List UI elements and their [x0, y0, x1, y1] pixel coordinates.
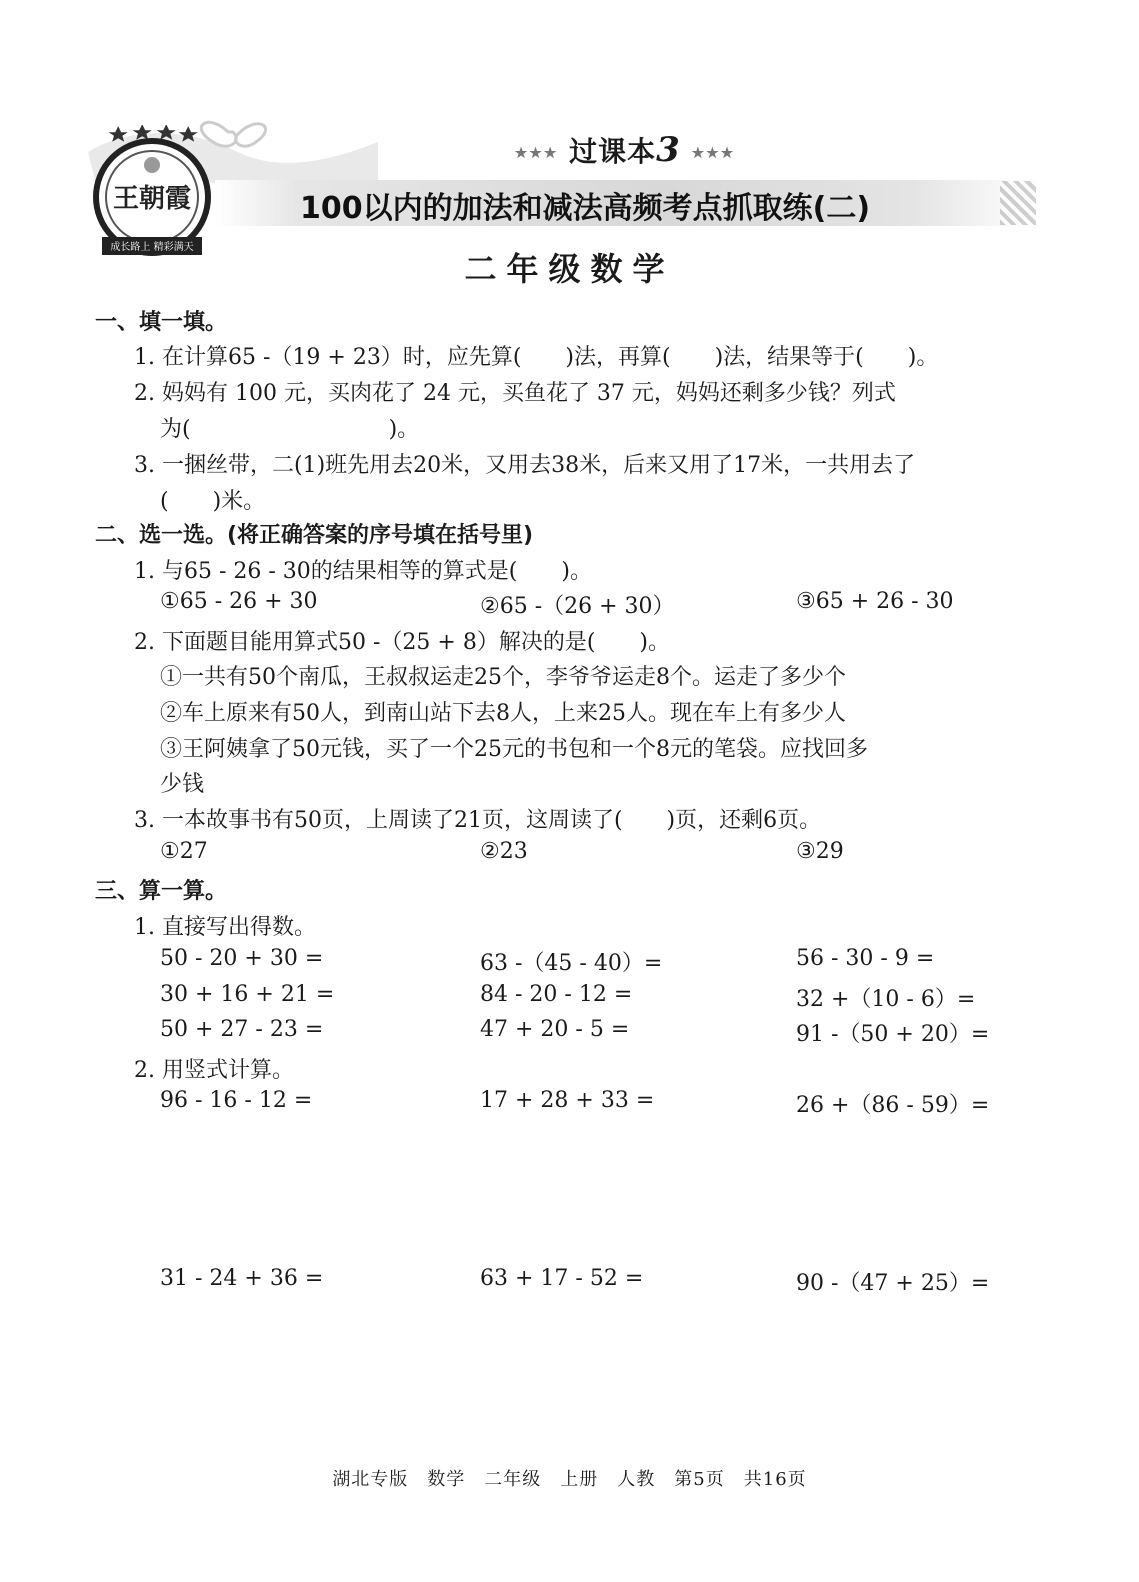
- page-footer: 湖北专版 数学 二年级 上册 人教 第5页 共16页: [332, 1469, 807, 1490]
- s3-q2-expr: 26 +（86 - 59）=: [796, 1093, 990, 1118]
- section1-heading: 一、填一填。: [95, 310, 228, 335]
- s3-q2-expr: 63 + 17 - 52 =: [480, 1266, 644, 1291]
- s2-question-2: 2. 下面题目能用算式50 -（25 + 8）解决的是( )。: [134, 630, 670, 655]
- lesson-text: 过课本: [569, 135, 657, 168]
- s3-q1-expr: 91 -（50 + 20）=: [796, 1022, 990, 1047]
- s3-q1-expr: 32 +（10 - 6）=: [796, 987, 976, 1012]
- s2-q2-option-3-cont: 少钱: [160, 772, 205, 797]
- s2-q3-option-3: ③29: [796, 839, 844, 864]
- s2-question-1: 1. 与65 - 26 - 30的结果相等的算式是( )。: [134, 559, 592, 584]
- s1-question-3-cont: ( )米。: [160, 489, 266, 514]
- s3-question-2: 2. 用竖式计算。: [134, 1058, 294, 1083]
- s1-question-2-cont: 为( )。: [160, 417, 420, 442]
- page-subtitle: 二年级数学: [464, 250, 675, 288]
- section3-heading: 三、算一算。: [95, 879, 228, 904]
- stars-left-icon: ★★★: [514, 145, 559, 162]
- s3-q2-expr: 17 + 28 + 33 =: [480, 1088, 655, 1113]
- s3-q1-expr: 47 + 20 - 5 =: [480, 1017, 630, 1042]
- checker-pattern: [1000, 181, 1036, 225]
- s3-q1-expr: 84 - 20 - 12 =: [480, 982, 633, 1007]
- s2-q2-option-3: ③王阿姨拿了50元钱，买了一个25元的书包和一个8元的笔袋。应找回多: [160, 737, 868, 762]
- logo-name: 王朝霞: [112, 184, 192, 214]
- s2-q1-option-1: ①65 - 26 + 30: [160, 589, 318, 614]
- s1-question-1: 1. 在计算65 -（19 + 23）时，应先算( )法，再算( )法，结果等于( )。: [134, 345, 939, 370]
- logo-tagline: 成长路上 精彩满天: [110, 242, 194, 253]
- s2-q2-option-2: ②车上原来有50人，到南山站下去8人，上来25人。现在车上有多少人: [160, 701, 846, 726]
- s3-q1-expr: 63 -（45 - 40）=: [480, 951, 663, 976]
- s2-q3-option-1: ①27: [160, 839, 208, 864]
- stars-right-icon: ★★★: [691, 145, 736, 162]
- s3-question-1: 1. 直接写出得数。: [134, 915, 316, 940]
- s3-q2-expr: 96 - 16 - 12 =: [160, 1088, 313, 1113]
- lesson-label: [490, 130, 760, 170]
- s2-q1-option-3: ③65 + 26 - 30: [796, 589, 954, 614]
- s2-q2-option-1: ①一共有50个南瓜，王叔叔运走25个，李爷爷运走8个。运走了多少个: [160, 665, 846, 690]
- s3-q1-expr: 56 - 30 - 9 =: [796, 946, 935, 971]
- s3-q2-expr: 90 -（47 + 25）=: [796, 1271, 990, 1296]
- s1-question-2: 2. 妈妈有 100 元，买肉花了 24 元，买鱼花了 37 元，妈妈还剩多少钱？列式: [134, 381, 896, 406]
- s2-q1-option-2: ②65 -（26 + 30）: [480, 594, 675, 619]
- publisher-logo: [92, 125, 212, 260]
- s3-q1-expr: 50 - 20 + 30 =: [160, 946, 324, 971]
- s3-q2-expr: 31 - 24 + 36 =: [160, 1266, 324, 1291]
- page-title: 100以内的加法和减法高频考点抓取练(二): [300, 191, 871, 226]
- s3-q1-expr: 50 + 27 - 23 =: [160, 1017, 324, 1042]
- s2-question-3: 3. 一本故事书有50页，上周读了21页，这周读了( )页，还剩6页。: [134, 808, 822, 833]
- s3-q1-expr: 30 + 16 + 21 =: [160, 982, 335, 1007]
- s1-question-3: 3. 一捆丝带，二(1)班先用去20米，又用去38米，后来又用了17米，一共用去了: [134, 453, 916, 478]
- lesson-number: 3: [656, 130, 681, 170]
- s2-q3-option-2: ②23: [480, 839, 528, 864]
- section2-heading: 二、选一选。(将正确答案的序号填在括号里): [95, 523, 534, 548]
